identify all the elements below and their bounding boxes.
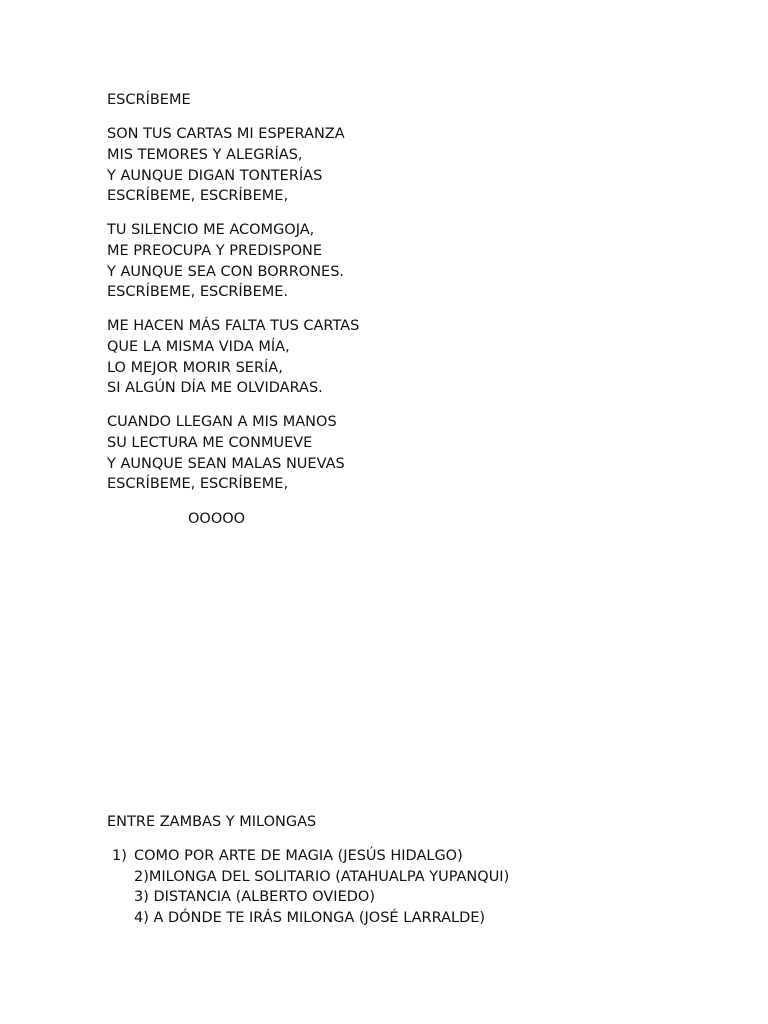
song-list [112,846,509,928]
poem-line: ESCRÍBEME, ESCRÍBEME, [107,188,289,205]
poem-line: Y AUNQUE SEA CON BORRONES. [107,263,345,280]
stanza [107,124,345,207]
poem-line: SI ALGÚN DÍA ME OLVIDARAS. [107,380,323,397]
list-item-text: 4) A DÓNDE TE IRÁS MILONGA (JOSÉ LARRALDE) [134,909,486,926]
poem-line: ME PREOCUPA Y PREDISPONE [107,242,323,259]
stanza [107,316,359,399]
poem-line: Y AUNQUE DIGAN TONTERÍAS [107,167,323,184]
list-item [112,908,509,929]
poem-line: ESCRÍBEME, ESCRÍBEME. [107,284,289,301]
poem-line: LO MEJOR MORIR SERÍA, [107,359,283,376]
poem-title: ESCRÍBEME [107,92,191,108]
poem-line: QUE LA MISMA VIDA MÍA, [107,338,290,355]
poem-line: MIS TEMORES Y ALEGRÍAS, [107,146,303,163]
list-item-text: 2)MILONGA DEL SOLITARIO (ATAHUALPA YUPANQUI) [134,868,510,885]
poem-line: ME HACEN MÁS FALTA TUS CARTAS [107,318,360,334]
list-item [112,887,509,908]
section-title: ENTRE ZAMBAS Y MILONGAS [107,814,317,830]
list-item-text: COMO POR ARTE DE MAGIA (JESÚS HIDALGO) [134,848,463,864]
poem-line: SU LECTURA ME CONMUEVE [107,434,313,451]
stanza [107,412,345,495]
poem-line: ESCRÍBEME, ESCRÍBEME, [107,476,289,493]
list-item-text: 3) DISTANCIA (ALBERTO OVIEDO) [134,889,375,906]
poem-line: SON TUS CARTAS MI ESPERANZA [107,126,345,142]
list-item [112,846,509,867]
list-item [112,867,509,888]
list-item-number: 1) [112,848,127,864]
poem-line: Y AUNQUE SEAN MALAS NUEVAS [107,455,345,472]
stanza [107,220,344,303]
poem-line: CUANDO LLEGAN A MIS MANOS [107,414,337,430]
poem-separator: OOOOO [188,511,246,527]
poem-line: TU SILENCIO ME ACOMGOJA, [107,222,315,238]
